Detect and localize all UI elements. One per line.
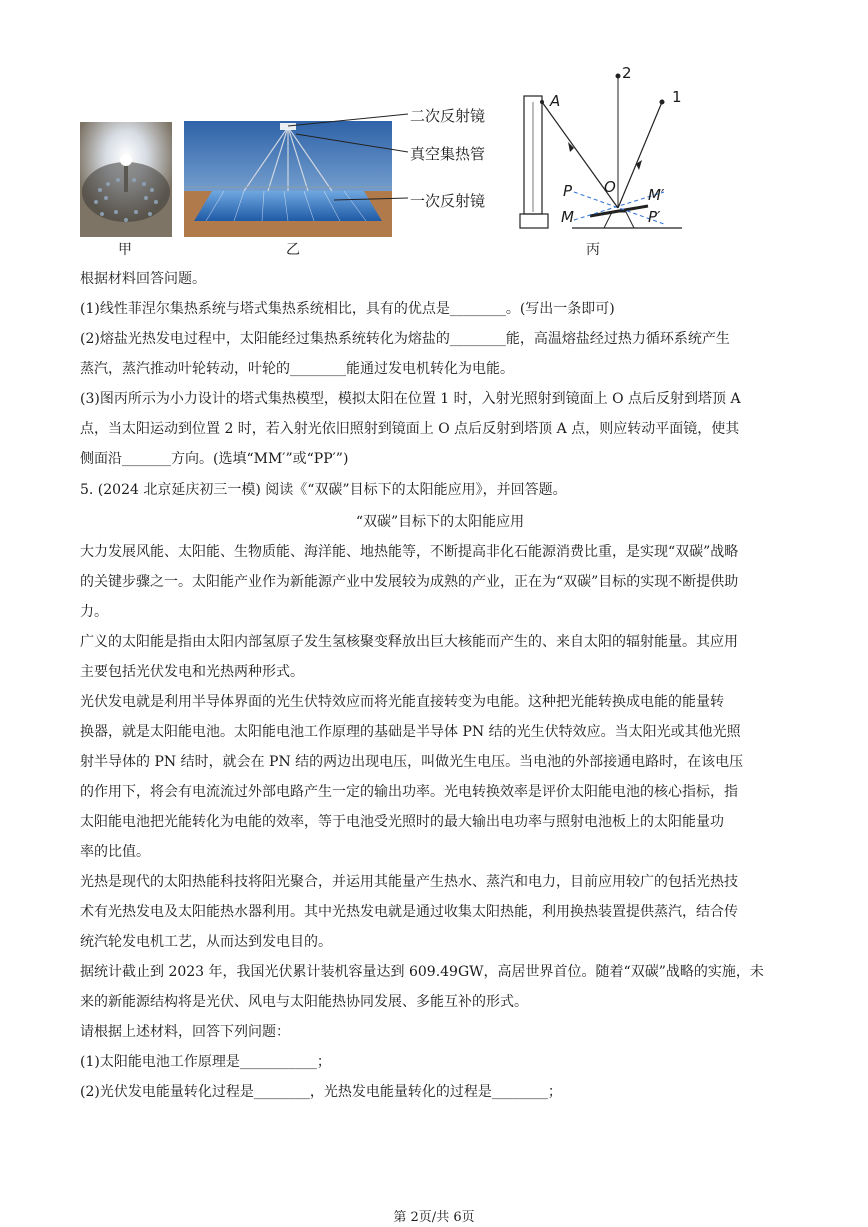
label-P: P: [563, 182, 573, 200]
text-line: 大力发展风能、太阳能、生物质能、海洋能、地热能等，不断提高非化石能源消费比重，是实现“双碳”战略: [80, 544, 739, 560]
label-position-2: 2: [622, 64, 632, 82]
text-line: 统汽轮发电机工艺，从而达到发电目的。: [80, 934, 332, 950]
tower-model-diagram: [514, 62, 694, 234]
question-5-1: (1)太阳能电池工作原理是___________；: [80, 1054, 331, 1070]
text-line: 射半导体的 PN 结时，就会在 PN 结的两边出现电压，叫做光生电压。当电池的外部接通电路时，在该电压: [80, 754, 744, 770]
text-line: 率的比值。: [80, 844, 150, 860]
text-line: 根据材料回答问题。: [80, 271, 206, 287]
text-line: 广义的太阳能是指由太阳内部氢原子发生氢核聚变释放出巨大核能而产生的、来自太阳的辐射能量。其应用: [80, 634, 738, 650]
label-secondary-reflector: 二次反射镜: [410, 107, 486, 125]
text-line: 蒸汽，蒸汽推动叶轮转动，叶轮的________能通过发电机转化为电能。: [80, 361, 514, 377]
text-line: 来的新能源结构将是光伏、风电与太阳能热协同发展、多能互补的形式。: [80, 994, 528, 1010]
page-footer: 第 2页/共 6页: [393, 1210, 475, 1225]
label-P-prime: P′: [648, 208, 661, 226]
label-vacuum-tube: 真空集热管: [410, 145, 486, 163]
text-line: 术有光热发电及太阳能热水器利用。其中光热发电就是通过收集太阳热能，利用换热装置提供蒸汽，结合传: [80, 904, 738, 920]
label-A: A: [550, 92, 561, 110]
text-line: 的关键步骤之一。太阳能产业作为新能源产业中发展较为成熟的产业，正在为“双碳”目标的实现不断提供助: [80, 574, 739, 590]
article-title: “双碳”目标下的太阳能应用: [355, 514, 525, 530]
text-line: (2)熔盐光热发电过程中，太阳能经过集热系统转化为熔盐的________能，高温熔盐经过热力循环系统产生: [80, 331, 730, 347]
label-M: M: [561, 208, 574, 226]
caption-bing: 丙: [586, 242, 600, 258]
label-O: O: [604, 178, 616, 196]
solar-tower-photo: [80, 122, 172, 237]
caption-jia: 甲: [118, 242, 132, 258]
text-line: 换器，就是太阳能电池。太阳能电池工作原理的基础是半导体 PN 结的光生伏特效应。当太阳光或其他光照: [80, 724, 741, 740]
text-line: 光伏发电就是利用半导体界面的光生伏特效应而将光能直接转变为电能。这种把光能转换成电能的能量转: [80, 694, 724, 710]
text-line: 太阳能电池把光能转化为电能的效率，等于电池受光照时的最大输出电功率与照射电池板上的太阳能量功: [80, 814, 724, 830]
text-line: (3)图丙所示为小力设计的塔式集热模型，模拟太阳在位置 1 时，入射光照射到镜面上 O 点后反射到塔顶 A: [80, 391, 741, 407]
text-line: 据统计截止到 2023 年，我国光伏累计装机容量达到 609.49GW，高居世界首位。随着“双碳”战略的实施，未: [80, 964, 764, 980]
caption-yi: 乙: [286, 242, 300, 258]
text-line: 点，当太阳运动到位置 2 时，若入射光依旧照射到镜面上 O 点后反射到塔顶 A 点，则应转动平面镜，使其: [80, 421, 740, 437]
text-line: 力。: [80, 604, 108, 620]
label-M-prime: M′: [648, 186, 665, 204]
text-line: 侧面沿_______方向。(选填“MM′”或“PP′”): [80, 451, 349, 467]
label-position-1: 1: [672, 88, 682, 106]
text-line: 请根据上述材料，回答下列问题：: [80, 1024, 290, 1040]
plane-mirror: [590, 206, 648, 216]
question-5-2: (2)光伏发电能量转化过程是________，光热发电能量转化的过程是________；: [80, 1084, 562, 1100]
label-leader-lines: [184, 100, 414, 220]
tower-base: [520, 214, 548, 228]
text-line: 的作用下，将会有电流流过外部电路产生一定的输出功率。光电转换效率是评价太阳能电池的核心指标，指: [80, 784, 738, 800]
label-primary-reflector: 一次反射镜: [410, 192, 486, 210]
question-5-heading: 5. (2024 北京延庆初三一模) 阅读《“双碳”目标下的太阳能应用》，并回答题。: [80, 482, 567, 498]
text-line: 光热是现代的太阳热能科技将阳光聚合，并运用其能量产生热水、蒸汽和电力，目前应用较广的包括光热技: [80, 874, 738, 890]
text-line: 主要包括光伏发电和光热两种形式。: [80, 664, 304, 680]
text-line: (1)线性菲涅尔集热系统与塔式集热系统相比，具有的优点是________。(写出一条即可): [80, 301, 615, 317]
